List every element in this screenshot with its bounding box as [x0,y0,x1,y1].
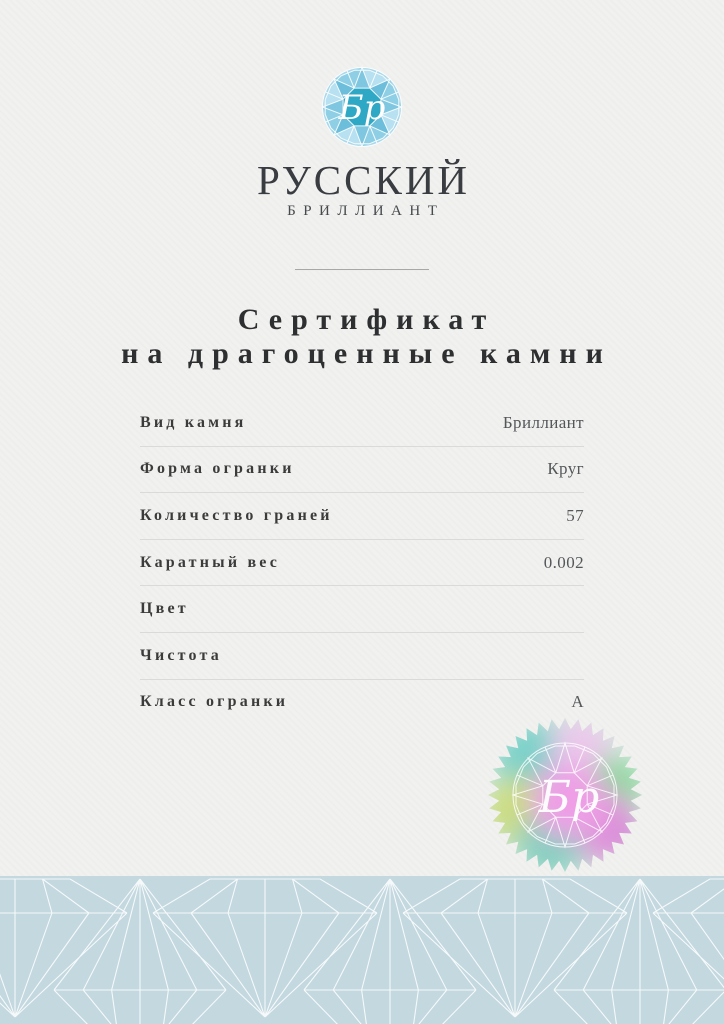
spec-table [140,400,584,725]
spec-label: Класс огранки [140,693,289,711]
table-row [140,447,584,494]
table-row [140,586,584,633]
spec-value: 57 [566,505,584,525]
brand-diamond-logo-icon [307,52,417,162]
spec-label: Количество граней [140,506,333,524]
certificate-title-line1: Сертификат [237,303,496,336]
brand-subname: БРИЛЛИАНТ [287,203,445,219]
table-row [140,633,584,680]
table-row [140,400,584,447]
footer-band [0,876,724,1024]
spec-label: Форма огранки [140,460,295,478]
holographic-seal [485,715,645,875]
certificate-title-line2: на драгоценные камни [121,337,612,370]
spec-label: Цвет [140,600,189,618]
spec-value: 0.002 [543,552,584,572]
spec-value: Бриллиант [502,412,584,432]
seal-monogram: Бр [538,772,600,823]
logo-monogram: Бр [338,88,386,128]
spec-label: Каратный вес [140,553,281,571]
spec-value: А [571,692,584,712]
spec-label: Вид камня [140,413,247,431]
table-row [140,493,584,540]
diamond-pattern [0,876,724,1024]
spec-value: Круг [547,459,584,479]
table-row [140,540,584,587]
brand-name: РУССКИЙ [256,157,471,203]
spec-label: Чистота [140,646,222,664]
certificate-title [0,303,724,371]
ornamental-divider [295,269,429,271]
